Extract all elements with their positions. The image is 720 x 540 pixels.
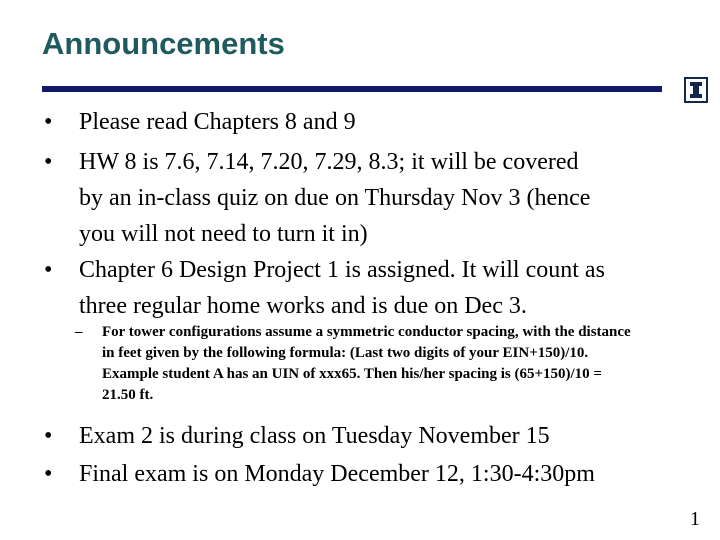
page-number: 1 — [690, 508, 700, 530]
bullet-text — [79, 456, 699, 492]
title-divider — [42, 86, 662, 92]
bullet-marker: • — [44, 257, 53, 283]
bullet-marker: • — [44, 149, 53, 175]
bullet-marker: • — [44, 423, 53, 449]
bullet-line: HW 8 is 7.6, 7.14, 7.20, 7.29, 8.3; it will be covered — [79, 149, 579, 175]
bullet-line: you will not need to turn it in) — [79, 221, 368, 247]
bullet-marker: • — [44, 109, 53, 135]
bullet-text — [79, 418, 699, 454]
bullet-text — [79, 104, 699, 140]
bullet-text — [79, 144, 699, 252]
bullet-line: Exam 2 is during class on Tuesday November 15 — [79, 423, 550, 449]
bullet-line: three regular home works and is due on Dec 3. — [79, 293, 527, 319]
sub-bullet-line: 21.50 ft. — [102, 387, 154, 403]
sub-bullet-line: in feet given by the following formula: (Last two digits of your EIN+150)/10. — [102, 345, 589, 361]
university-logo-icon — [684, 77, 708, 103]
bullet-line: Please read Chapters 8 and 9 — [79, 109, 356, 135]
bullet-text — [79, 252, 699, 324]
bullet-line: Final exam is on Monday December 12, 1:30-4:30pm — [79, 461, 595, 487]
bullet-line: by an in-class quiz on due on Thursday Nov 3 (hence — [79, 185, 591, 211]
sub-bullet-line: Example student A has an UIN of xxx65. Then his/her spacing is (65+150)/10 = — [102, 366, 602, 382]
sub-bullet-marker: – — [75, 324, 83, 340]
bullet-marker: • — [44, 461, 53, 487]
bullet-line: Chapter 6 Design Project 1 is assigned. It will count as — [79, 257, 605, 283]
slide-title: Announcements — [42, 26, 285, 61]
sub-bullet-line: For tower configurations assume a symmetric conductor spacing, with the distance — [102, 324, 631, 340]
sub-bullet-text — [102, 322, 702, 406]
